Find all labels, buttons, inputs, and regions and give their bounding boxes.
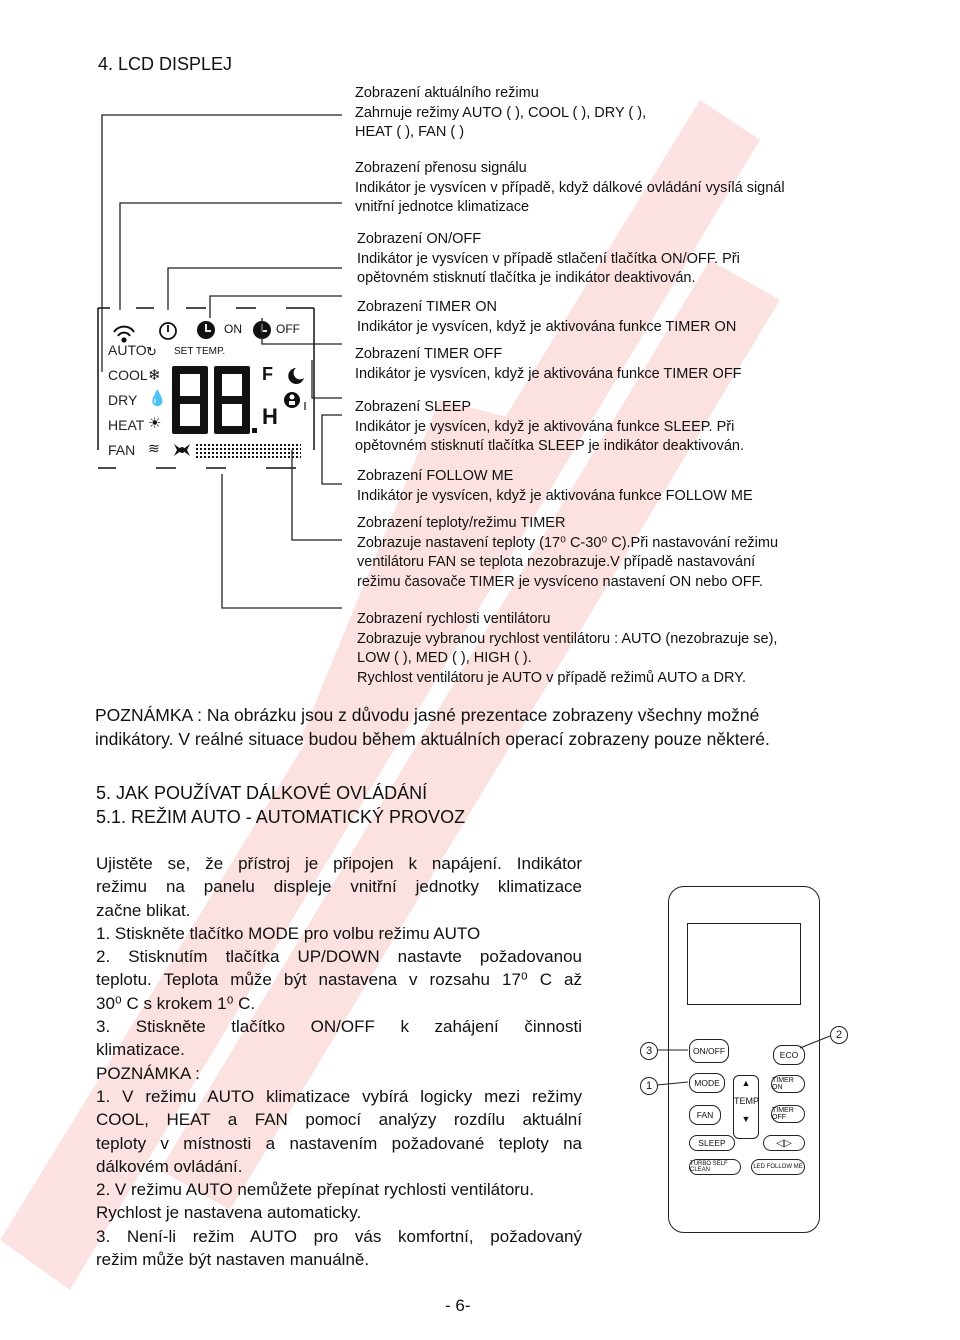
annotation-timer-off: Zobrazení TIMER OFF Indikátor je vysvícen, když je aktivována funkce TIMER OFF xyxy=(355,346,742,382)
section-title: 4. LCD DISPLEJ xyxy=(98,54,233,74)
callout-1: 1 xyxy=(640,1077,658,1095)
remote-led-button[interactable]: LED FOLLOW ME xyxy=(751,1159,805,1175)
remote-onoff-button[interactable]: ON/OFF xyxy=(689,1039,729,1063)
cool-icon: ❄ xyxy=(148,367,161,384)
fan-icon: ≋ xyxy=(148,440,160,456)
remote-swing-button[interactable]: ◁▷ xyxy=(763,1135,805,1151)
callout-2: 2 xyxy=(830,1026,848,1044)
lcd-unit-f: F xyxy=(262,364,273,384)
annotation-follow-me: Zobrazení FOLLOW ME Indikátor je vysvícen, když je aktivována funkce FOLLOW ME xyxy=(357,468,753,504)
section5-subtitle: 5.1. REŽIM AUTO - AUTOMATICKÝ PROVOZ xyxy=(96,807,466,827)
lcd-mode-dry: DRY xyxy=(108,392,138,408)
annotation-onoff: Zobrazení ON/OFF Indikátor je vysvícen v případě stlačení tlačítka ON/OFF. Při opětovném stisknutí tlačítka je indikátor deaktivován. xyxy=(357,231,740,286)
annotation-temperature: Zobrazení teploty/režimu TIMER Zobrazuje nastavení teploty (17⁰ C-30⁰ C).Při nastavování režimu ventilátoru FAN se teplota nezobrazuje.V případě nastavování režimu časovače TIMER je vysvíceno nastavení ON nebo OFF. xyxy=(357,515,779,590)
auto-icon: ↻ xyxy=(146,344,157,359)
remote-sleep-button[interactable]: SLEEP xyxy=(689,1135,735,1151)
body-text: Ujistěte se, že přístroj je připojen k napájení. Indikátor režimu na panelu displeje vnitřní jednotky klimatizace začne blikat. 1. Stiskněte tlačítko MODE pro volbu režimu AUTO 2. Stisknutím tlačítka UP/DOWN nastavte požadovanou teplotu. Teplota může být nastavena v rozsahu 17⁰ C až 30⁰ C s krokem 1⁰ C. 3. Stiskněte tlačítko ON/OFF k zahájení činnosti klimatizace. POZNÁMKA : 1. V režimu AUTO klimatizace vybírá logicky mezi režimy COOL, HEAT a FAN pomocí analýzy rozdílu aktuální teploty v místnosti a nastavením požadované teploty na dálkovém ovládání. 2. V režimu AUTO nemůžete přepínat rychlosti ventilátoru. Rychlost je nastavena automaticky. 3. Není-li režim AUTO pro vás komfortní, požadovaný režim může být nastaven manuálně. xyxy=(96,854,582,1270)
lcd-mode-auto: AUTO xyxy=(108,342,147,358)
lcd-unit-h: H xyxy=(262,404,278,429)
remote-eco-button[interactable]: ECO xyxy=(773,1045,805,1065)
section5-title: 5. JAK POUŽÍVAT DÁLKOVÉ OVLÁDÁNÍ xyxy=(96,783,428,803)
remote-temp-rocker[interactable]: ▲ TEMP ▼ xyxy=(733,1075,759,1139)
annotation-sleep: Zobrazení SLEEP Indikátor je vysvícen, když je aktivována funkce SLEEP. Při opětovném stisknutí tlačítka SLEEP je indikátor deaktivován. xyxy=(355,399,745,454)
callout-3: 3 xyxy=(640,1042,658,1060)
annotation-fan-speed: Zobrazení rychlosti ventilátoru Zobrazuje vybranou rychlost ventilátoru : AUTO (nezobrazuje se), LOW ( ), MED ( ), HIGH ( ). Rychlost ventilátoru je AUTO v případě režimů AUTO a DRY. xyxy=(357,611,778,686)
lcd-on-label: ON xyxy=(224,322,242,336)
remote-mode-button[interactable]: MODE xyxy=(689,1073,725,1093)
note: POZNÁMKA : Na obrázku jsou z důvodu jasné prezentace zobrazeny všechny možné indikátory. V reálné situace budou během aktuálních operací zobrazeny pouze některé. xyxy=(95,705,770,749)
annotation-timer-on: Zobrazení TIMER ON Indikátor je vysvícen, když je aktivována funkce TIMER ON xyxy=(357,299,737,335)
temp-up-icon: ▲ xyxy=(741,1078,751,1088)
lcd-mode-cool: COOL xyxy=(108,367,148,383)
remote-turbo-button[interactable]: TURBO SELF CLEAN xyxy=(689,1159,741,1175)
annotation-signal: Zobrazení přenosu signálu Indikátor je vysvícen v případě, když dálkové ovládání vysílá signál vnitřní jednotce klimatizace xyxy=(355,160,785,215)
remote-fan-button[interactable]: FAN xyxy=(689,1105,721,1125)
annotation-mode: Zobrazení aktuálního režimu Zahrnuje režimy AUTO ( ), COOL ( ), DRY ( ), HEAT ( ), FAN ( ) xyxy=(355,85,647,140)
page-number: - 6- xyxy=(445,1296,471,1315)
lcd-set-temp: SET TEMP. xyxy=(174,346,226,357)
temp-down-icon: ▼ xyxy=(741,1114,751,1124)
dry-icon: 💧 xyxy=(148,390,167,407)
remote-timer-off-button[interactable]: TIMER OFF xyxy=(771,1105,805,1123)
lcd-mode-fan: FAN xyxy=(108,442,136,458)
lcd-mode-heat: HEAT xyxy=(108,417,145,433)
remote-timer-on-button[interactable]: TIMER ON xyxy=(771,1075,805,1093)
lcd-off-label: OFF xyxy=(276,322,300,336)
heat-icon: ☀ xyxy=(148,415,162,432)
